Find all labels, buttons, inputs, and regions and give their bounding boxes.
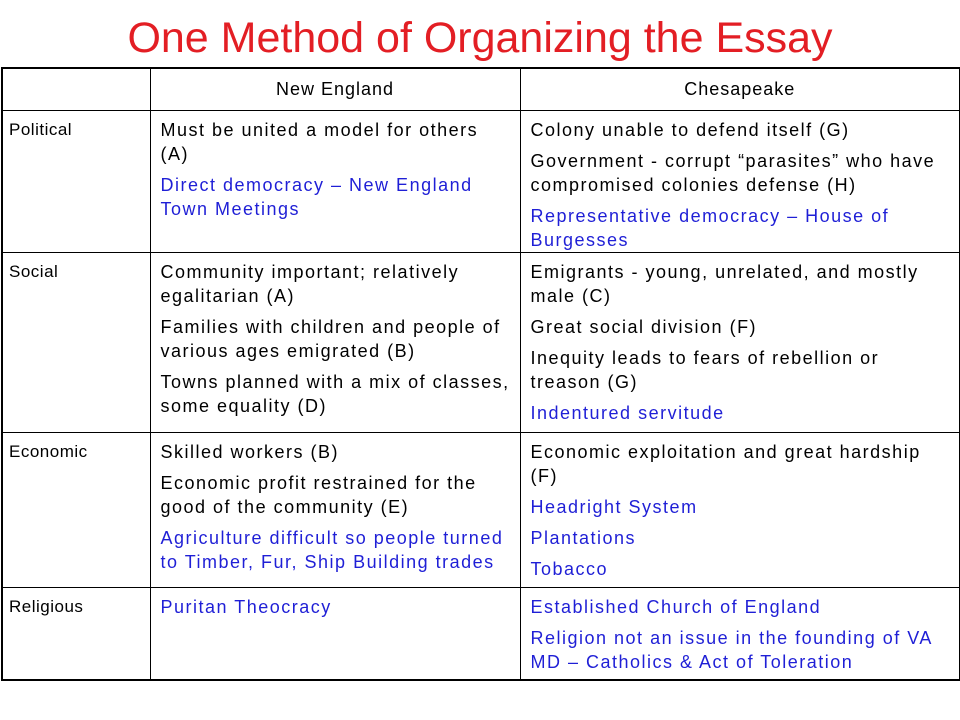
table-row-religious xyxy=(2,587,960,680)
economic-chesapeake-item: Headright System xyxy=(530,496,698,517)
economic-chesapeake-item: Plantations xyxy=(530,527,637,548)
social-chesapeake-item: Emigrants - young, unrelated, and mostly male (C) xyxy=(530,261,919,306)
table-header-row xyxy=(2,68,960,110)
political-new-england-cell xyxy=(150,110,520,252)
comparison-table xyxy=(1,67,960,681)
economic-new-england-item: Economic profit restrained for the good of the community (E) xyxy=(160,472,477,517)
economic-new-england-item: Skilled workers (B) xyxy=(160,441,340,462)
slide-title: One Method of Organizing the Essay xyxy=(127,14,833,62)
row-label-economic: Economic xyxy=(2,432,150,587)
religious-new-england-cell xyxy=(150,587,520,680)
political-chesapeake-item: Colony unable to defend itself (G) xyxy=(530,119,850,140)
social-new-england-item: Community important; relatively egalitarian (A) xyxy=(160,261,460,306)
social-new-england-item: Families with children and people of various ages emigrated (B) xyxy=(160,316,501,361)
political-new-england-item: Must be united a model for others (A) xyxy=(160,119,479,164)
social-chesapeake-cell xyxy=(520,252,960,432)
economic-chesapeake-item: Tobacco xyxy=(530,558,609,579)
table-row-social xyxy=(2,252,960,432)
political-chesapeake-item: Government - corrupt “parasites” who have compromised colonies defense (H) xyxy=(530,150,936,195)
economic-chesapeake-cell xyxy=(520,432,960,587)
economic-new-england-cell xyxy=(150,432,520,587)
religious-chesapeake-cell xyxy=(520,587,960,680)
political-chesapeake-item: Representative democracy – House of Burgesses xyxy=(530,205,890,250)
social-new-england-item: Towns planned with a mix of classes, some equality (D) xyxy=(160,371,510,416)
political-chesapeake-cell xyxy=(520,110,960,252)
social-new-england-cell xyxy=(150,252,520,432)
economic-new-england-item: Agriculture difficult so people turned to Timber, Fur, Ship Building trades xyxy=(160,527,504,572)
social-chesapeake-item: Great social division (F) xyxy=(530,316,758,337)
table-row-political xyxy=(2,110,960,252)
table-row-economic xyxy=(2,432,960,587)
row-label-social: Social xyxy=(2,252,150,432)
corner-cell xyxy=(2,68,150,110)
row-label-religious: Religious xyxy=(2,587,150,680)
column-header-new-england: New England xyxy=(150,68,520,110)
economic-chesapeake-item: Economic exploitation and great hardship (F) xyxy=(530,441,921,486)
social-chesapeake-item: Inequity leads to fears of rebellion or treason (G) xyxy=(530,347,880,392)
religious-chesapeake-item: Religion not an issue in the founding of VA MD – Catholics & Act of Toleration xyxy=(530,627,932,672)
row-label-political: Political xyxy=(2,110,150,252)
political-new-england-item: Direct democracy – New England Town Meetings xyxy=(160,174,473,219)
religious-chesapeake-item: Established Church of England xyxy=(530,596,822,617)
religious-new-england-item: Puritan Theocracy xyxy=(160,596,332,617)
column-header-chesapeake: Chesapeake xyxy=(520,68,960,110)
social-chesapeake-item: Indentured servitude xyxy=(530,402,725,423)
